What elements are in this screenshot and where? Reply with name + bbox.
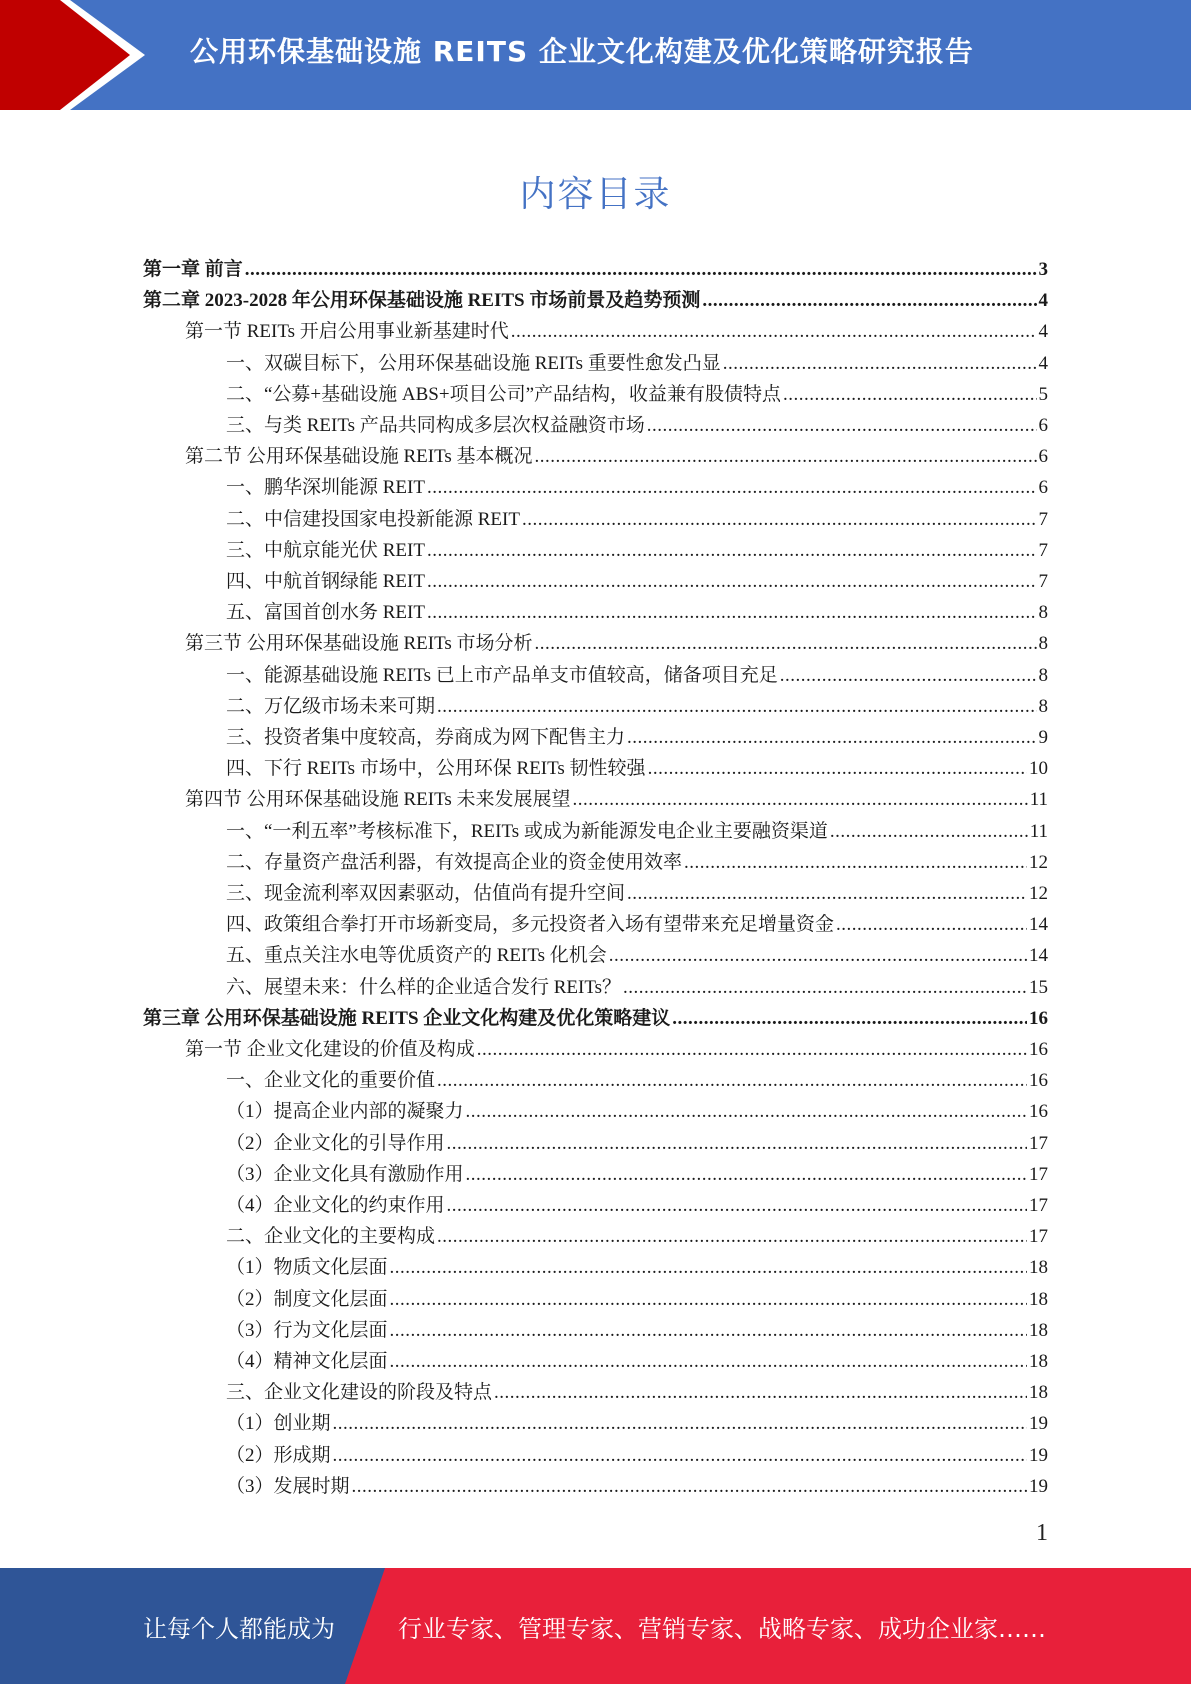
toc-entry-page: 8 (1038, 633, 1048, 655)
toc-entry-page: 17 (1029, 1195, 1048, 1216)
toc-leader-dots (447, 1128, 1027, 1159)
toc-leader-dots (535, 628, 1037, 659)
toc-entry-page: 6 (1038, 446, 1048, 468)
header-title: 公用环保基础设施 REITS 企业文化构建及优化策略研究报告 (190, 35, 974, 68)
toc-leader-dots (494, 1377, 1027, 1408)
toc-leader-dots (647, 410, 1037, 441)
toc-entry-label: 一、企业文化的重要价值 (226, 1070, 436, 1092)
toc-leader-dots (437, 1065, 1027, 1096)
toc-entry[interactable] (143, 1003, 1048, 1034)
toc-entry-label: 五、重点关注水电等优质资产的 REITs 化机会 (226, 945, 607, 967)
toc-leader-dots (830, 816, 1028, 847)
toc-entry-page: 19 (1029, 1475, 1048, 1497)
toc-leader-dots (535, 441, 1037, 472)
toc-entry-page: 14 (1029, 914, 1048, 936)
toc-entry-label: 三、投资者集中度较高，券商成为网下配售主力 (226, 727, 626, 748)
toc-entry-page: 4 (1038, 321, 1048, 343)
toc-entry-label: 五、富国首创水务 REIT (226, 602, 425, 624)
toc-entry-page: 18 (1029, 1257, 1048, 1279)
toc-leader-dots (427, 597, 1037, 628)
toc-entry-label: 三、企业文化建设的阶段及特点 (226, 1382, 493, 1404)
toc-leader-dots (573, 784, 1028, 815)
toc-entry-page: 10 (1029, 758, 1048, 780)
toc-entry-page: 18 (1029, 1288, 1048, 1310)
toc-entry-page: 8 (1038, 664, 1048, 686)
toc-entry[interactable] (226, 379, 1048, 410)
toc-entry[interactable] (226, 1284, 1048, 1315)
toc-leader-dots (427, 472, 1037, 503)
toc-title: 内容目录 (519, 174, 672, 215)
toc-entry[interactable] (143, 254, 1048, 285)
toc-entry[interactable] (226, 1190, 1048, 1221)
toc-entry-label: 二、存量资产盘活利器，有效提高企业的资金使用效率 (226, 851, 683, 873)
toc-entry-page: 11 (1029, 820, 1048, 842)
toc-leader-dots (352, 1471, 1027, 1502)
toc-leader-dots (427, 566, 1037, 597)
toc-leader-dots (780, 660, 1037, 691)
toc-entry[interactable] (185, 441, 1048, 472)
toc-entry[interactable] (185, 784, 1048, 815)
toc-leader-dots (702, 285, 1036, 316)
toc-entry-label: （2）形成期 (226, 1444, 331, 1466)
toc-leader-dots (627, 878, 1027, 909)
toc-entry-page: 9 (1038, 727, 1048, 748)
toc-entry-page: 8 (1038, 695, 1048, 717)
toc-entry[interactable] (226, 1065, 1048, 1096)
toc-entry-label: 三、与类 REITs 产品共同构成多层次权益融资市场 (226, 415, 645, 436)
toc-entry-label: 第一节 REITs 开启公用事业新基建时代 (185, 321, 509, 343)
toc-entry-label: 二、企业文化的主要构成 (226, 1226, 436, 1248)
toc-entry[interactable] (226, 472, 1048, 503)
toc-entry-page: 12 (1029, 851, 1048, 873)
toc-entry-page: 18 (1029, 1382, 1048, 1404)
toc-entry-page: 16 (1029, 1007, 1048, 1029)
toc-leader-dots (390, 1252, 1027, 1283)
toc-entry-label: 四、中航首钢绿能 REIT (226, 571, 425, 592)
toc-entry-label: 二、中信建投国家电投新能源 REIT (226, 508, 520, 530)
toc-entry-page: 17 (1029, 1132, 1048, 1154)
toc-leader-dots (511, 316, 1037, 347)
toc-entry-page: 18 (1029, 1351, 1048, 1372)
toc-entry-label: （3）发展时期 (226, 1475, 350, 1497)
toc-entry[interactable] (143, 285, 1048, 316)
toc-leader-dots (466, 1096, 1027, 1127)
toc-entry-label: 三、现金流利率双因素驱动，估值尚有提升空间 (226, 883, 626, 904)
footer-slogan-right: 行业专家、管理专家、营销专家、战略专家、成功企业家…… (398, 1615, 1046, 1643)
toc-entry-page: 18 (1029, 1319, 1048, 1341)
toc-leader-dots (684, 847, 1027, 878)
toc-entry-label: （1）提高企业内部的凝聚力 (226, 1101, 464, 1123)
page-footer (0, 1568, 1191, 1684)
toc-entry-label: 六、展望未来：什么样的企业适合发行 REITs？ (226, 976, 622, 998)
toc-entry-label: 四、政策组合拳打开市场新变局，多元投资者入场有望带来充足增量资金 (226, 914, 835, 936)
toc-entry[interactable] (226, 1408, 1048, 1439)
toc-entry-label: 第二节 公用环保基础设施 REITs 基本概况 (185, 446, 533, 468)
toc-entry-label: （2）企业文化的引导作用 (226, 1132, 445, 1154)
toc-entry[interactable] (226, 753, 1048, 784)
toc-leader-dots (466, 1159, 1027, 1190)
toc-entry[interactable] (226, 816, 1048, 847)
toc-entry-page: 19 (1029, 1413, 1048, 1435)
toc-entry-page: 3 (1038, 259, 1048, 280)
toc-entry-page: 16 (1029, 1070, 1048, 1092)
toc-entry-label: 第二章 2023-2028 年公用环保基础设施 REITS 市场前景及趋势预测 (143, 290, 701, 312)
toc-entry-label: 第四节 公用环保基础设施 REITs 未来发展展望 (185, 789, 571, 811)
toc-entry-page: 17 (1029, 1163, 1048, 1185)
toc-entry-label: 第三章 公用环保基础设施 REITS 企业文化构建及优化策略建议 (143, 1007, 671, 1029)
toc-entry-page: 19 (1029, 1444, 1048, 1466)
toc-entry[interactable] (226, 504, 1048, 535)
toc-leader-dots (836, 909, 1027, 940)
toc-entry[interactable] (185, 628, 1048, 659)
toc-entry-label: （2）制度文化层面 (226, 1288, 388, 1310)
toc-entry-label: 第一章 前言 (143, 259, 243, 280)
toc-entry[interactable] (226, 972, 1048, 1003)
toc-entry-page: 15 (1029, 976, 1048, 998)
toc-entry-label: 一、“一利五率”考核标准下，REITs 或成为新能源发电企业主要融资渠道 (226, 820, 828, 842)
toc-leader-dots (390, 1346, 1027, 1377)
toc-entry[interactable] (226, 1315, 1048, 1346)
toc-entry-page: 16 (1029, 1101, 1048, 1123)
toc-leader-dots (723, 348, 1037, 379)
toc-entry[interactable] (226, 1377, 1048, 1408)
toc-entry-page: 7 (1038, 539, 1048, 561)
toc-entry-label: （1）物质文化层面 (226, 1257, 388, 1279)
toc-entry[interactable] (226, 1440, 1048, 1471)
toc-entry[interactable] (226, 909, 1048, 940)
arrow-icon (0, 0, 160, 110)
toc-entry-page: 4 (1038, 352, 1048, 374)
toc-entry-page: 8 (1038, 602, 1048, 624)
page-header (0, 0, 1191, 110)
page-number: 1 (1036, 1520, 1048, 1546)
toc-entry-label: （3）行为文化层面 (226, 1319, 388, 1341)
toc-leader-dots (437, 691, 1036, 722)
toc-leader-dots (783, 379, 1036, 410)
toc-entry[interactable] (226, 566, 1048, 597)
toc-entry-page: 17 (1029, 1226, 1048, 1248)
toc-entry[interactable] (226, 940, 1048, 971)
toc-entry-page: 14 (1029, 945, 1048, 967)
toc-entry-label: 三、中航京能光伏 REIT (226, 539, 425, 561)
toc-entry-page: 7 (1038, 508, 1048, 530)
toc-entry-page: 5 (1038, 383, 1048, 405)
toc-entry[interactable] (226, 878, 1048, 909)
toc-leader-dots (627, 722, 1036, 753)
toc-entry[interactable] (226, 348, 1048, 379)
toc-entry-label: 一、双碳目标下，公用环保基础设施 REITs 重要性愈发凸显 (226, 352, 721, 374)
toc-entry-page: 4 (1038, 290, 1048, 312)
toc-entry[interactable] (226, 1471, 1048, 1502)
toc-leader-dots (522, 504, 1037, 535)
toc-entry[interactable] (226, 847, 1048, 878)
toc-entry-label: 一、能源基础设施 REITs 已上市产品单支市值较高，储备项目充足 (226, 664, 778, 686)
toc-entry-label: 一、鹏华深圳能源 REIT (226, 477, 425, 499)
toc-entry-label: （4）企业文化的约束作用 (226, 1195, 445, 1216)
toc-entry[interactable] (226, 1128, 1048, 1159)
toc-entry-page: 16 (1029, 1039, 1048, 1060)
toc-leader-dots (672, 1003, 1027, 1034)
toc-leader-dots (333, 1440, 1027, 1471)
toc-entry[interactable] (226, 722, 1048, 753)
toc-entry-label: 二、“公募+基础设施 ABS+项目公司”产品结构，收益兼有股债特点 (226, 383, 782, 405)
toc-leader-dots (447, 1190, 1027, 1221)
toc-entry-page: 7 (1038, 571, 1048, 592)
toc-leader-dots (390, 1284, 1027, 1315)
toc-leader-dots (648, 753, 1027, 784)
toc-entry[interactable] (185, 316, 1048, 347)
footer-slogan-left: 让每个人都能成为 (143, 1615, 335, 1643)
toc-entry-label: （4）精神文化层面 (226, 1351, 388, 1372)
toc-entry[interactable] (226, 410, 1048, 441)
toc-leader-dots (437, 1221, 1027, 1252)
toc-entry-page: 6 (1038, 415, 1048, 436)
toc-entry[interactable] (226, 1159, 1048, 1190)
toc-entry[interactable] (226, 1252, 1048, 1283)
toc-entry[interactable] (226, 1096, 1048, 1127)
toc-entry[interactable] (226, 691, 1048, 722)
toc-entry-label: （3）企业文化具有激励作用 (226, 1163, 464, 1185)
toc-entry-label: 第三节 公用环保基础设施 REITs 市场分析 (185, 633, 533, 655)
toc-entry-label: 第一节 企业文化建设的价值及构成 (185, 1039, 475, 1060)
toc-entry[interactable] (226, 535, 1048, 566)
toc-entry-page: 12 (1029, 883, 1048, 904)
toc-leader-dots (390, 1315, 1027, 1346)
toc-leader-dots (427, 535, 1037, 566)
toc-leader-dots (333, 1408, 1027, 1439)
toc-leader-dots (609, 940, 1027, 971)
toc-entry-page: 11 (1029, 789, 1048, 811)
toc-leader-dots (245, 254, 1037, 285)
toc-entry[interactable] (226, 1346, 1048, 1377)
toc-entry-label: 二、万亿级市场未来可期 (226, 695, 436, 717)
toc-entry-label: 四、下行 REITs 市场中，公用环保 REITs 韧性较强 (226, 758, 646, 780)
toc-entry[interactable] (185, 1034, 1048, 1065)
toc-leader-dots (477, 1034, 1027, 1065)
toc-leader-dots (623, 972, 1027, 1003)
toc-entry-label: （1）创业期 (226, 1413, 331, 1435)
toc-entry[interactable] (226, 597, 1048, 628)
toc-entry-page: 6 (1038, 477, 1048, 499)
toc-entry[interactable] (226, 1221, 1048, 1252)
toc-entry[interactable] (226, 660, 1048, 691)
